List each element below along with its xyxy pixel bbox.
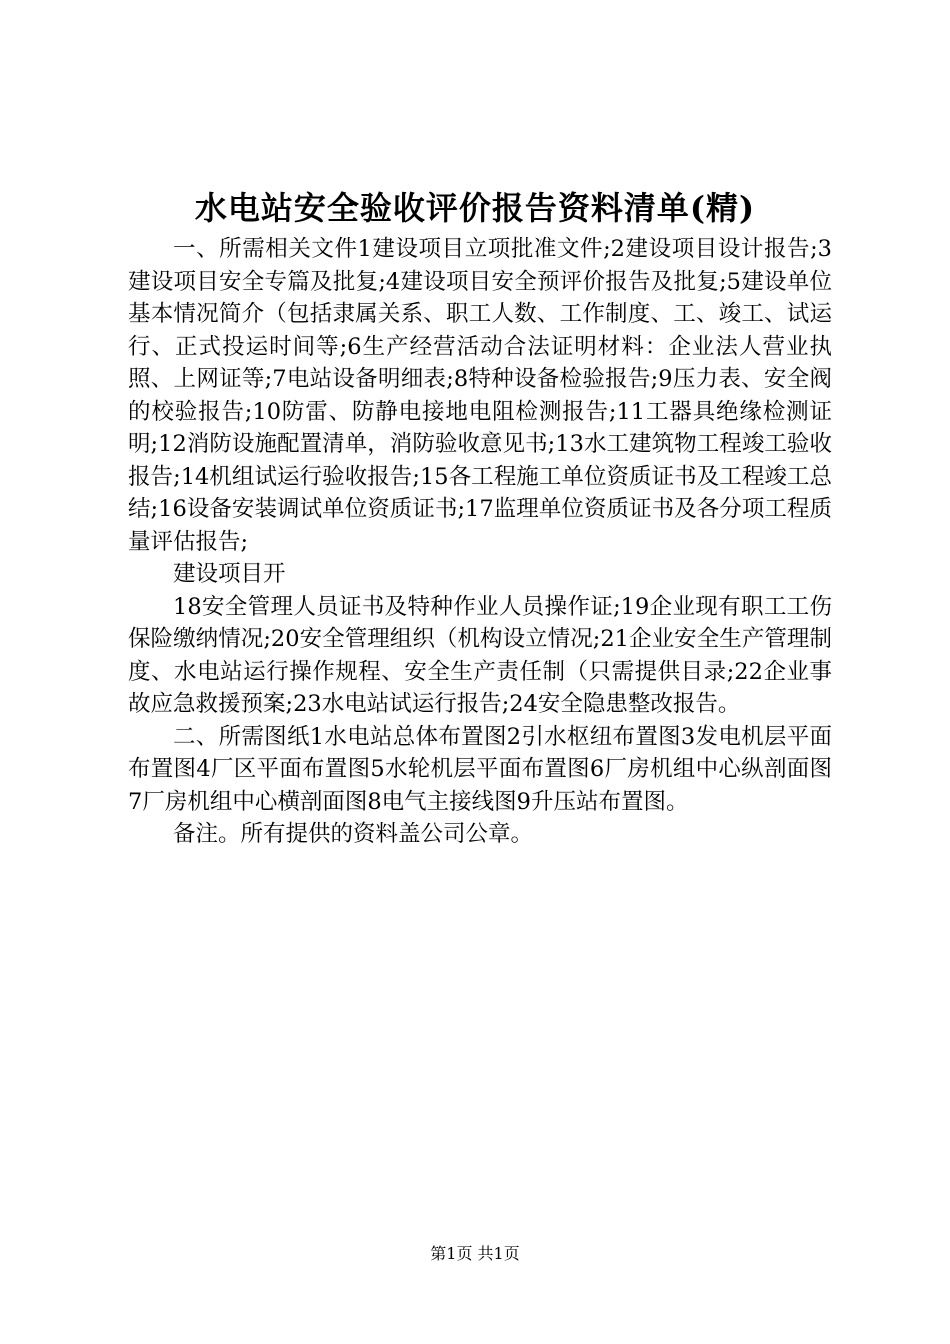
paragraph-project-start: 建设项目开 bbox=[173, 561, 286, 587]
paragraph-remarks: 备注。所有提供的资料盖公司公章。 bbox=[173, 821, 534, 847]
page-footer: 第1页 共1页 bbox=[430, 1244, 520, 1263]
paragraph-safety-management: 18安全管理人员证书及特种作业人员操作证;19企业现有职工工伤保险缴纳情况;20安全管理组织（机构设立情况;21企业安全生产管理制度、水电站运行操作规程、安全生产责任制（只需提供目录;22企业事故应急救援预案;23水电站试运行报告;24安全隐患整改报告。 bbox=[128, 593, 832, 717]
document-title: 水电站安全验收评价报告资料清单(精) bbox=[194, 189, 756, 227]
paragraph-required-drawings: 二、所需图纸1水电站总体布置图2引水枢纽布置图3发电机层平面布置图4厂区平面布置图5水轮机层平面布置图6厂房机组中心纵剖面图7厂房机组中心横剖面图8电气主接线图9升压站布置图。 bbox=[128, 723, 832, 815]
document-body bbox=[128, 233, 832, 851]
paragraph-required-files: 一、所需相关文件1建设项目立项批准文件;2建设项目设计报告;3建设项目安全专篇及批复;4建设项目安全预评价报告及批复;5建设单位基本情况简介（包括隶属关系、职工人数、工作制度、工、竣工、试运行、正式投运时间等;6生产经营活动合法证明材料：企业法人营业执照、上网证等;7电站设备明细表;8特种设备检验报告;9压力表、安全阀的校验报告;10防雷、防静电接地电阻检测报告;11工器具绝缘检测证明;12消防设施配置清单，消防验收意见书;13水工建筑物工程竣工验收报告;14机组试运行验收报告;15各工程施工单位资质证书及工程竣工总结;16设备安装调试单位资质证书;17监理单位资质证书及各分项工程质量评估报告; bbox=[128, 236, 832, 555]
